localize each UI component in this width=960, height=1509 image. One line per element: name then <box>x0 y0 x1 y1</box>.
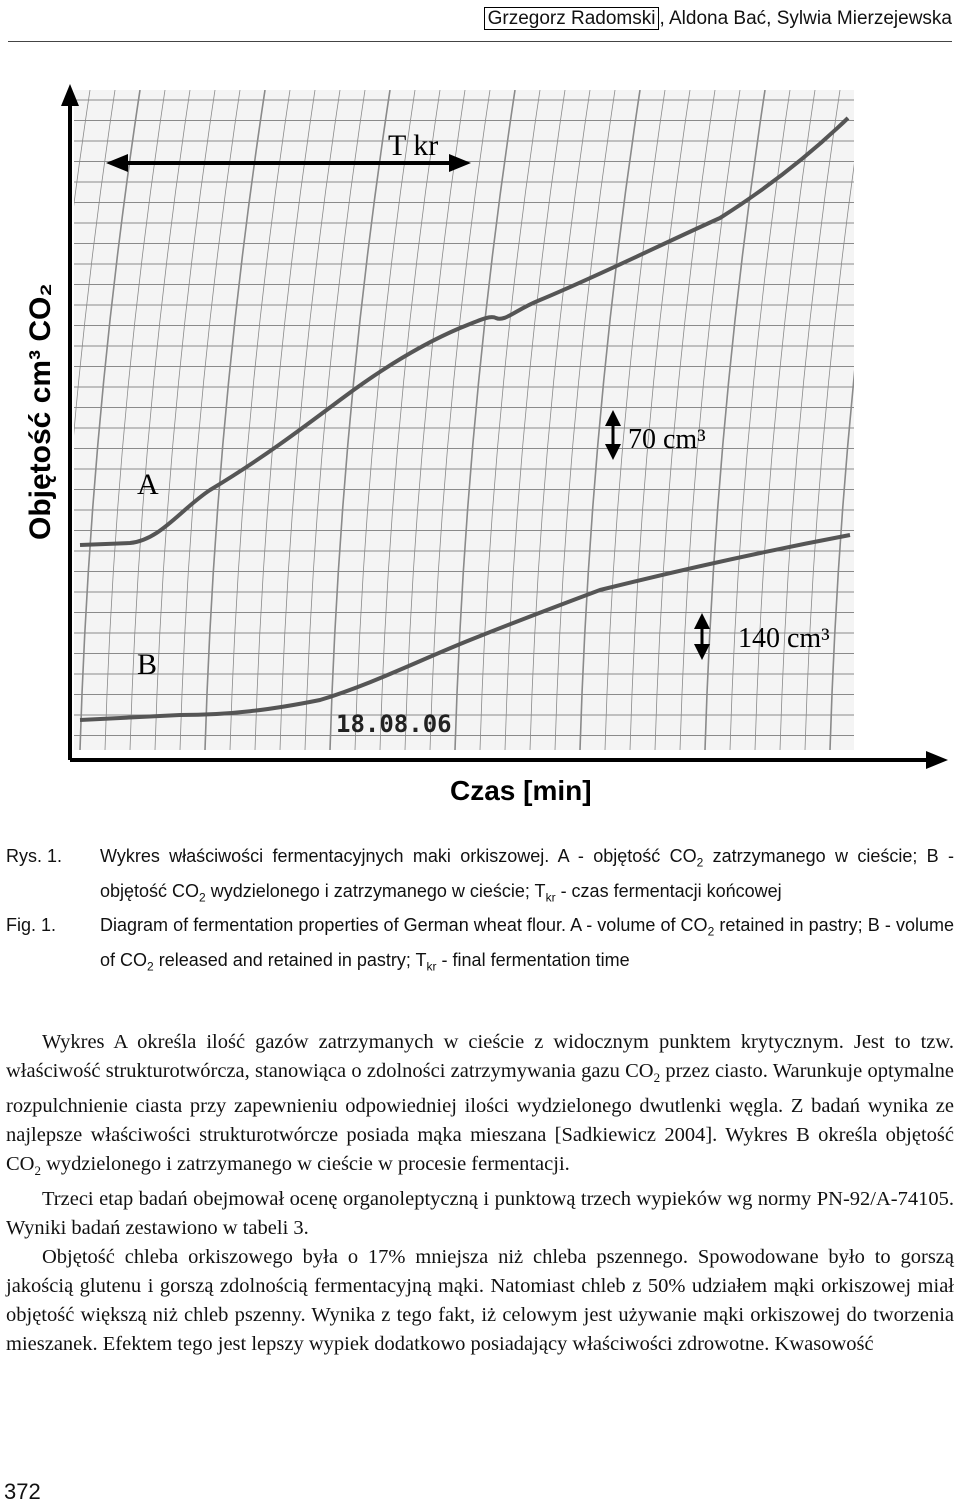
header-author-boxed: Grzegorz Radomski <box>484 7 660 30</box>
chart-paper <box>74 90 854 750</box>
caption-text-en: Diagram of fermentation properties of German wheat flour. A - volume of $CO_2$ retained in pastry; B - volume of $CO_2$ released and retained in pastry; $T_{kr}$ - final fermentation time <box>100 915 954 974</box>
paragraph-2: Trzeci etap badań obejmował ocenę organoleptyczną i punktową trzech wypieków wg normy PN-92/A-74105. Wyniki badań zestawiono w tabeli 3. <box>6 1188 954 1240</box>
caption-english <box>6 911 954 980</box>
paragraph-3: Objętość chleba orkiszowego była o 17% mniejsza niż chleba pszennego. Spowodowane było to gorszą jakością glutenu i gorszą zdolnością fermentacyjną mąki. Natomiast chleb z 50% udziałem mąki orkiszowej miał objętość większą niż chleb pszenny. Wynika z tego fakt, iż celowym jest używanie mąki orkiszowej do tworzenia mieszanek. Efektem tego jest lepszy wypiek dodatkowo posiadający właściwości zdrowotne. Kwasowość <box>6 1246 954 1356</box>
figure-caption <box>6 842 954 980</box>
grid-arc <box>905 90 960 750</box>
caption-label-pl: Rys. 1. <box>6 846 63 866</box>
body-text <box>6 1028 954 1359</box>
x-axis-title: Czas [min] <box>450 775 592 806</box>
grid-arc <box>880 90 940 750</box>
caption-label-en: Fig. 1. <box>6 915 57 936</box>
scale-a-label: 70 cm³ <box>628 424 706 455</box>
y-axis-title: Objętość cm³ CO₂ <box>24 283 57 540</box>
series-a-label: A <box>137 468 159 501</box>
x-axis-arrowhead <box>926 751 948 769</box>
caption-polish <box>6 842 954 911</box>
page-number: 372 <box>4 1479 41 1504</box>
running-header <box>484 8 952 30</box>
tkr-label: T kr <box>388 129 439 162</box>
fermentation-chart <box>0 70 960 820</box>
paragraph-1: Wykres A określa ilość gazów zatrzymanych w cieście z widocznym punktem krytycznym. Jest to tzw. właściwość strukturotwórcza, stanowiąca o zdolności zatrzymywania gazu $CO_2$ przez ciasto. Warunkuje optymalne rozpulchnienie ciasta przy zapewnieniu odpowiedniej ilości wydzielonego dwutlenki węgla. Z badań wynika ze najlepsze właściwości strukturotwórcze posiada mąka mieszana [Sadkiewicz 2004]. Wykres B określa objętość $CO_2$ wydzielonego i zatrzymanego w cieście w procesie fermentacji. <box>6 1031 955 1179</box>
scale-b-label: 140 cm³ <box>738 623 830 654</box>
grid-arc <box>855 90 915 750</box>
series-b-label: B <box>137 648 158 681</box>
handwritten-date: 18.08.06 <box>336 710 452 738</box>
header-rule <box>8 41 952 42</box>
header-authors: , Aldona Bać, Sylwia Mierzejewska <box>659 8 952 29</box>
caption-text-pl: Wykres właściwości fermentacyjnych maki orkiszowej. A - objętość $CO_2$ zatrzymanego w cieście; B - objętość $CO_2$ wydzielonego i zatrzymanego w cieście; $T_{kr}$ - czas fermentacji końcowej <box>100 846 955 905</box>
